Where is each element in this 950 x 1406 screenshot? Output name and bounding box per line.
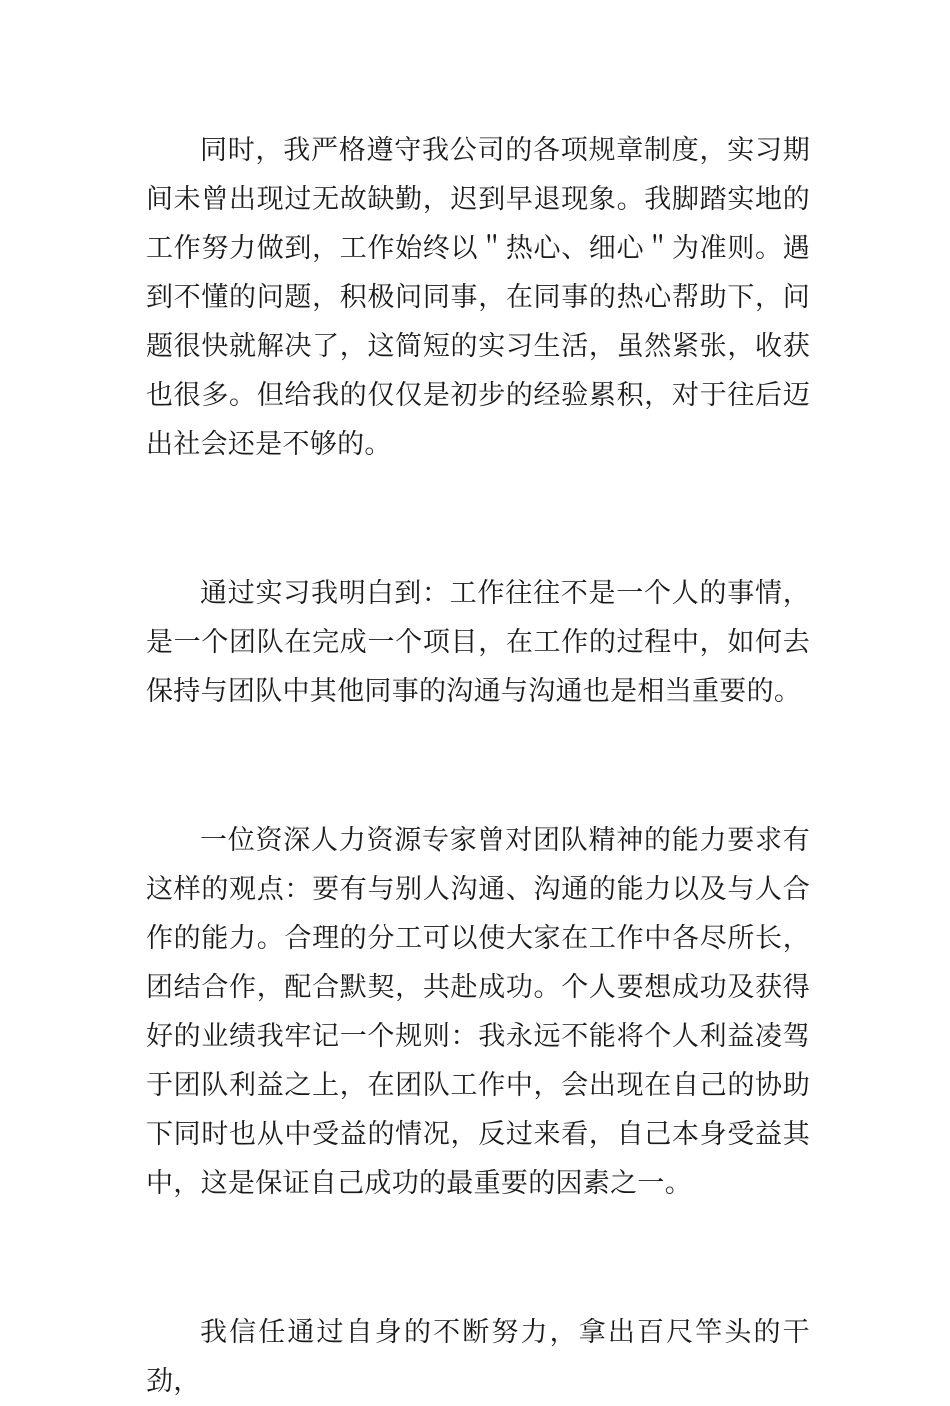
paragraph-discipline: 同时，我严格遵守我公司的各项规章制度，实习期间未曾出现过无故缺勤，迟到早退现象。我脚踏实地的工作努力做到，工作始终以＂热心、细心＂为准则。遇到不懂的问题，积极问同事，在同事的热心帮助下，问题很快就解决了，这简短的实习生活，虽然紧张，收获也很多。但给我的仅仅是初步的经验累积，对于往后迈出社会还是不够的。 [146, 135, 810, 460]
paragraph-belief: 我信任通过自身的不断努力，拿出百尺竿头的干劲， [146, 1317, 810, 1397]
paragraph-hr-expert: 一位资深人力资源专家曾对团队精神的能力要求有这样的观点：要有与别人沟通、沟通的能力以及与人合作的能力。合理的分工可以使大家在工作中各尽所长，团结合作，配合默契，共赴成功。个人要想成功及获得好的业绩我牢记一个规则：我永远不能将个人利益凌驾于团队利益之上，在团队工作中，会出现在自己的协助下同时也从中受益的情况，反过来看，自己本身受益其中，这是保证自己成功的最重要的因素之一。 [146, 825, 810, 1199]
document-body [146, 126, 810, 1406]
paragraph-teamwork: 通过实习我明白到：工作往往不是一个人的事情，是一个团队在完成一个项目，在工作的过程中，如何去保持与团队中其他同事的沟通与沟通也是相当重要的。 [146, 578, 810, 707]
